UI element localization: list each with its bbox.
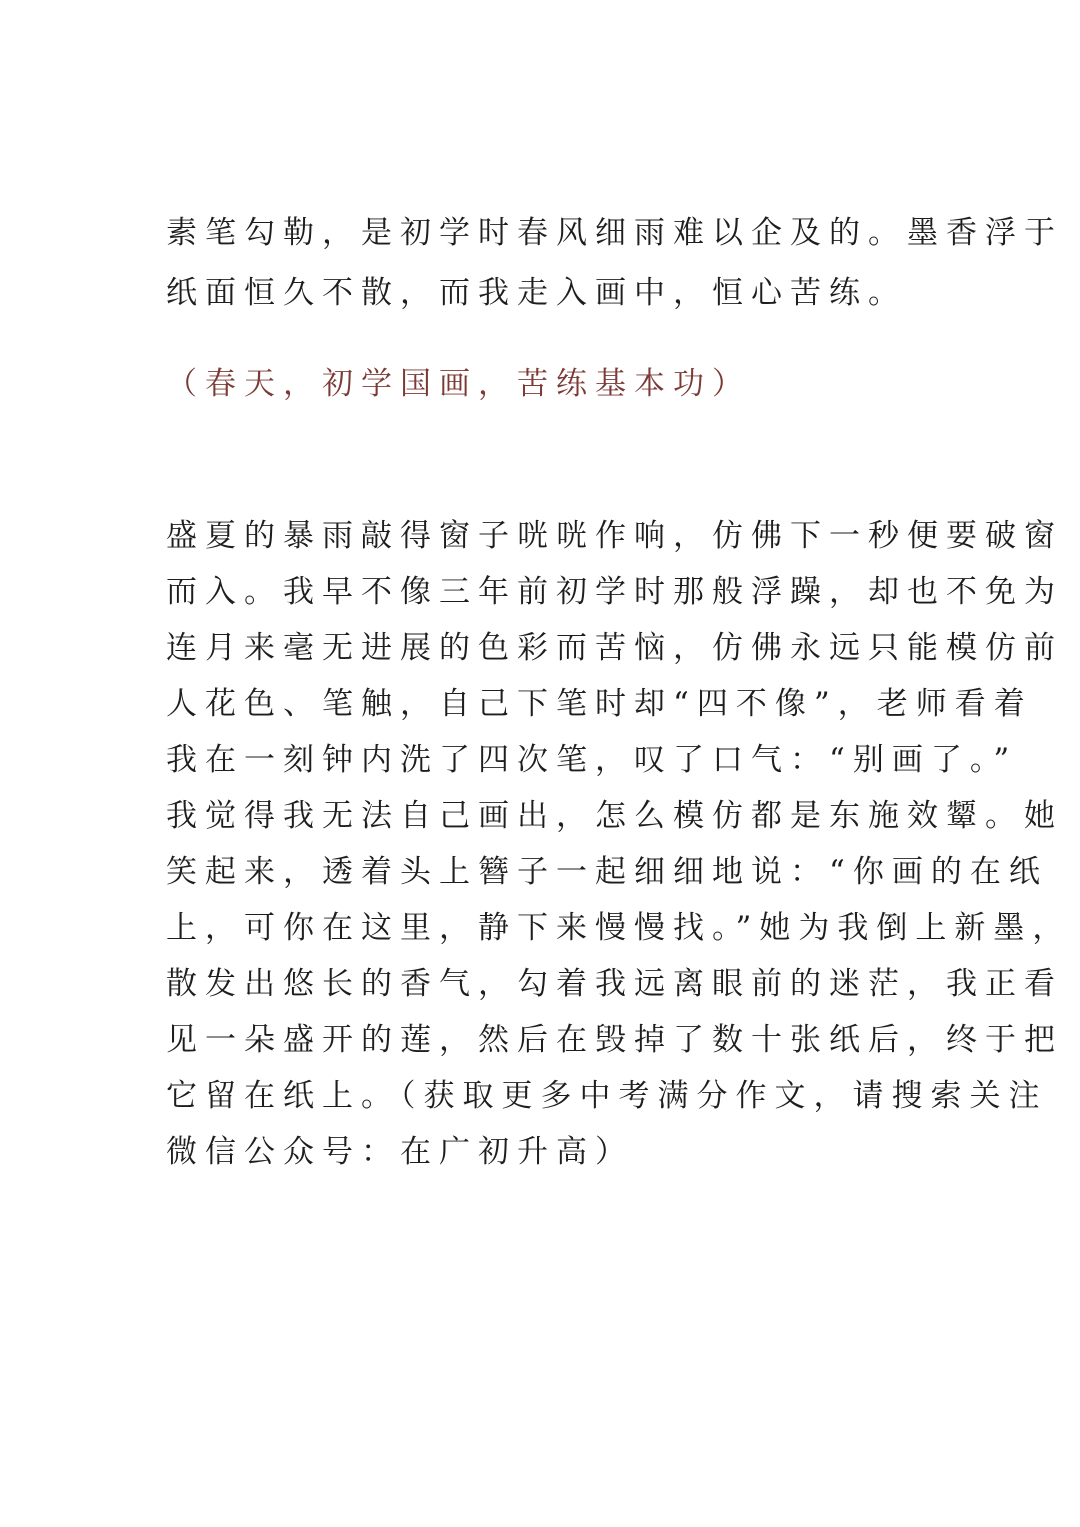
paragraph-line: 上，可你在这里，静下来慢慢找。”她为我倒上新墨， [166, 910, 1072, 946]
paragraph-line: 连月来毫无进展的色彩而苦恼，仿佛永远只能模仿前 [166, 630, 1063, 666]
paragraph-line: 人花色、笔触，自己下笔时却“四不像”，老师看着 [166, 686, 1033, 722]
paragraph-line: 我在一刻钟内洗了四次笔，叹了口气：“别画了。” [166, 742, 1018, 778]
paragraph-line: 微信公众号：在广初升高） [166, 1134, 634, 1170]
paragraph-line: 见一朵盛开的莲，然后在毁掉了数十张纸后，终于把 [166, 1022, 1063, 1058]
paragraph-line: 纸面恒久不散，而我走入画中，恒心苦练。 [166, 275, 907, 311]
paragraph-line: 它留在纸上。（获取更多中考满分作文，请搜索关注 [166, 1078, 1048, 1114]
paragraph-line: 笑起来，透着头上簪子一起细细地说：“你画的在纸 [166, 854, 1048, 890]
paragraph-line: 盛夏的暴雨敲得窗子咣咣作响，仿佛下一秒便要破窗 [166, 518, 1063, 554]
paragraph-line: 素笔勾勒，是初学时春风细雨难以企及的。墨香浮于 [166, 215, 1063, 251]
paragraph-line: 散发出悠长的香气，勾着我远离眼前的迷茫，我正看 [166, 966, 1063, 1002]
paragraph-line: 而入。我早不像三年前初学时那般浮躁，却也不免为 [166, 574, 1063, 610]
section-caption: （春天，初学国画，苦练基本功） [166, 366, 751, 402]
paragraph-line: 我觉得我无法自己画出，怎么模仿都是东施效颦。她 [166, 798, 1063, 834]
